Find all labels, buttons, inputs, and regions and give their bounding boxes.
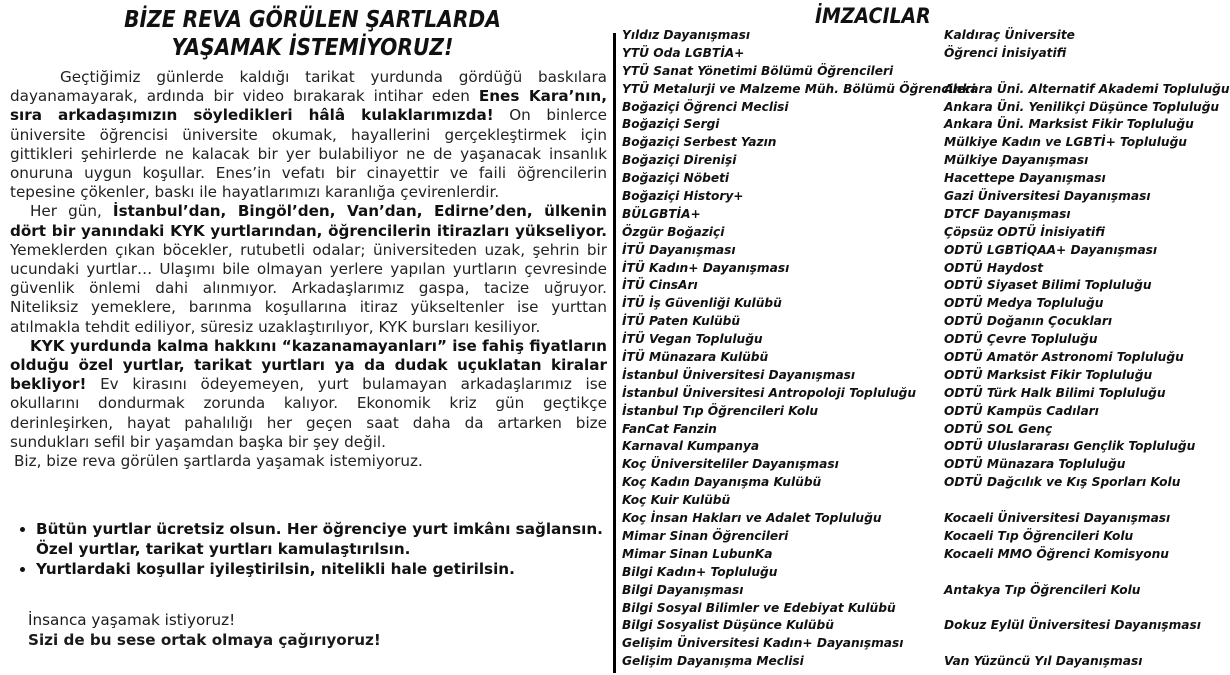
p3-text-b: Ev kirasını ödeyemeyen, yurt bulamayan arkadaşlarımız ise okullarını dondurmak zorunda kalıyor. Ekonomik kriz gün geçtikçe derinleşirken, hayat pahalılığı her geçen saat daha da artarken bize sundukları sefil bir yaşamdan başka bir şey değil. [10, 375, 607, 451]
signatory-item: ODTÜ Uluslararası Gençlik Topluluğu [944, 439, 1196, 454]
signatory-item: ODTÜ Türk Halk Bilimi Topluluğu [944, 385, 1166, 400]
signatory-item: Koç İnsan Hakları ve Adalet Topluluğu [622, 511, 882, 526]
signatory-item: ODTÜ Münazara Topluluğu [944, 457, 1126, 472]
title-line-1: BİZE REVA GÖRÜLEN ŞARTLARDA [124, 7, 501, 33]
signatory-item: Gelişim Dayanışma Meclisi [622, 654, 804, 669]
signatory-item: İTÜ Vegan Topluluğu [622, 332, 763, 347]
signatory-item: Mülkiye Dayanışması [944, 153, 1089, 168]
signatory-item: ODTÜ Dağcılık ve Kış Sporları Kolu [944, 475, 1181, 490]
signatory-item: İTÜ Münazara Kulübü [622, 350, 769, 365]
signatory-item: İstanbul Üniversitesi Antropoloji Topluluğu [622, 385, 917, 400]
signatory-item: İstanbul Üniversitesi Dayanışması [622, 367, 856, 382]
signatory-item [944, 635, 1230, 653]
paragraph-3 [10, 337, 607, 452]
signatory-item: ODTÜ Haydost [944, 260, 1044, 275]
p2-text-a: Her gün, [30, 202, 113, 221]
signatory-item: YTÜ Oda LGBTİA+ [622, 45, 745, 60]
signatory-item: Koç Kuir Kulübü [622, 493, 731, 508]
p3-emphasis: KYK yurdunda kalma hakkını “kazanamayanları” ise fahiş fiyatların olduğu özel yurtlar, tarikat yurtları ya da dudak uçuklatan kiralar bekliyor! [10, 336, 607, 394]
p2-text-c: Yemeklerden çıkan böcekler, rutubetli odalar; üniversiteden uzak, şehrin bir ucundaki yurtlar… Ulaşımı bile olmayan yerlere yapılan yurtların çevresinde güvenlik önlemi dahi alınmıyor. Arkadaşlarımız gaspa, tacize uğruyor. Niteliksiz yemeklere, barınma koşullarına itiraz yükseltenler ise yurttan atılmakla tehdit ediliyor, süresiz uzaklaştırılıyor, KYK bursları kesiliyor. [10, 240, 607, 336]
signatory-item: BÜLGBTİA+ [622, 206, 701, 221]
signatory-item: Yıldız Dayanışması [622, 28, 751, 42]
signatory-item: FanCat Fanzin [622, 421, 717, 436]
demand-item: • Yurtlardaki koşullar iyileştirilsin, nitelikli hale getirilsin. [36, 559, 633, 579]
signatory-item: Gelişim Üniversitesi Kadın+ Dayanışması [622, 636, 904, 651]
signatory-item: İstanbul Tıp Öğrencileri Kolu [622, 403, 819, 418]
signatory-item [944, 564, 1230, 582]
signatory-item: İTÜ Kadın+ Dayanışması [622, 260, 790, 275]
signatory-item: Antakya Tıp Öğrencileri Kolu [944, 582, 1141, 597]
signatories-heading: İMZACILAR [815, 4, 931, 28]
signatory-item: DTCF Dayanışması [944, 206, 1071, 221]
paragraph-2 [10, 202, 607, 336]
signatory-item: İTÜ Paten Kulübü [622, 314, 741, 329]
signatory-item: Boğaziçi Sergi [622, 117, 720, 132]
signatory-item: Koç Üniversiteliler Dayanışması [622, 457, 839, 472]
signatory-item: Dokuz Eylül Üniversitesi Dayanışması [944, 618, 1201, 633]
demand-item: • Bütün yurtlar ücretsiz olsun. Her öğrenciye yurt imkânı sağlansın. Özel yurtlar, tarikat yurtları kamulaştırılsın. [36, 519, 633, 559]
signatory-item: Hacettepe Dayanışması [944, 171, 1106, 186]
signatory-item: Mimar Sinan Öğrencileri [622, 528, 789, 543]
signatories-left-column [622, 27, 975, 671]
signatory-item: YTÜ Sanat Yönetimi Bölümü Öğrencileri [622, 63, 894, 78]
signatory-item: Karnaval Kumpanya [622, 439, 760, 454]
signatory-item: Bilgi Sosyal Bilimler ve Edebiyat Kulübü [622, 600, 896, 615]
p1-text-c: On binlerce üniversite öğrencisi üniversite okumak, hayallerini gerçekleştirmek için gittikleri şehirlerde ne kalacak bir yer bulabiliyor ne de yaşanacak insanlık onuruna uygun koşullar. Enes’in vefatı bir cinayettir ve faili öğrencilerin tepesine çökenler, baskı ile hayatlarımızı karanlığa çevirenlerdir. [10, 106, 607, 202]
signatory-item: Boğaziçi Serbest Yazın [622, 135, 777, 150]
signatory-item [944, 600, 1230, 618]
signatory-item: Bilgi Sosyalist Düşünce Kulübü [622, 618, 834, 633]
signatory-item: ODTÜ Marksist Fikir Topluluğu [944, 367, 1153, 382]
signatory-item: Özgür Boğaziçi [622, 224, 725, 239]
signatory-item: Kocaeli MMO Öğrenci Komisyonu [944, 546, 1169, 561]
column-divider [613, 33, 616, 673]
signatory-item: Boğaziçi History+ [622, 189, 744, 204]
signatory-item: ODTÜ Doğanın Çocukları [944, 314, 1113, 329]
signatory-item: ODTÜ Çevre Topluluğu [944, 332, 1098, 347]
signatory-item: Ankara Üni. Alternatif Akademi Topluluğu [944, 81, 1230, 96]
signatory-item: Boğaziçi Öğrenci Meclisi [622, 99, 789, 114]
signatory-item: Bilgi Dayanışması [622, 582, 744, 597]
signatory-item: Mimar Sinan LubunKa [622, 546, 773, 561]
p1-emphasis: Enes Kara’nın, sıra arkadaşımızın söyledikleri hâlâ kulaklarımızda! [10, 87, 607, 125]
statement-title [46, 6, 578, 62]
signatory-item: İTÜ İş Güvenliği Kulübü [622, 296, 782, 311]
closing-line-2: Sizi de bu sese ortak olmaya çağırıyoruz! [28, 631, 381, 649]
closing-lines [28, 610, 381, 650]
paragraph-1 [10, 68, 607, 202]
p2-emphasis: İstanbul’dan, Bingöl’den, Van’dan, Edirne’den, ülkenin dört bir yanındaki KYK yurtlarından, öğrencilerin itirazları yükseliyor. [10, 202, 607, 240]
closing-line-1: İnsanca yaşamak istiyoruz! [28, 611, 236, 629]
signatory-item: Ankara Üni. Marksist Fikir Topluluğu [944, 117, 1194, 132]
signatory-item: Van Yüzüncü Yıl Dayanışması [944, 654, 1143, 669]
demands-list [10, 519, 633, 579]
signatory-item: ODTÜ SOL Genç [944, 421, 1053, 436]
signatory-item: Koç Kadın Dayanışma Kulübü [622, 475, 822, 490]
signatory-item: ODTÜ LGBTİQAA+ Dayanışması [944, 242, 1158, 257]
signatory-item [944, 63, 1230, 81]
signatories-right-column [944, 27, 1230, 671]
signatory-item: Mülkiye Kadın ve LGBTİ+ Topluluğu [944, 135, 1187, 150]
signatory-item: YTÜ Metalurji ve Malzeme Müh. Bölümü Öğrencileri [622, 81, 976, 96]
signatory-item: Öğrenci İnisiyatifi [944, 45, 1067, 60]
signatory-item: Boğaziçi Nöbeti [622, 171, 730, 186]
signatory-item: Gazi Üniversitesi Dayanışması [944, 189, 1151, 204]
signatory-item: Kocaeli Üniversitesi Dayanışması [944, 511, 1171, 526]
signatory-item: Kaldıraç Üniversite [944, 28, 1075, 42]
signatory-item: ODTÜ Amatör Astronomi Topluluğu [944, 350, 1184, 365]
signatory-item: ODTÜ Kampüs Cadıları [944, 403, 1099, 418]
statement-body [10, 68, 607, 471]
signatory-item: İTÜ Dayanışması [622, 242, 736, 257]
signatory-item: ODTÜ Siyaset Bilimi Topluluğu [944, 278, 1152, 293]
title-line-2: YAŞAMAK İSTEMİYORUZ! [171, 35, 454, 61]
signatory-item: Ankara Üni. Yenilikçi Düşünce Topluluğu [944, 99, 1220, 114]
paragraph-4: Biz, bize reva görülen şartlarda yaşamak istemiyoruz. [14, 452, 423, 471]
signatory-item: Boğaziçi Direnişi [622, 153, 737, 168]
signatory-item: İTÜ CinsArı [622, 278, 698, 293]
p1-text-a: Geçtiğimiz günlerde kaldığı tarikat yurdunda gördüğü baskılara dayanamayarak, ardında bir video bırakarak intihar eden [10, 68, 607, 106]
signatory-item: Kocaeli Tıp Öğrencileri Kolu [944, 528, 1134, 543]
signatory-item: Çöpsüz ODTÜ İnisiyatifi [944, 224, 1105, 239]
signatory-item: Bilgi Kadın+ Topluluğu [622, 564, 778, 579]
signatory-item [944, 492, 1230, 510]
signatory-item: ODTÜ Medya Topluluğu [944, 296, 1104, 311]
